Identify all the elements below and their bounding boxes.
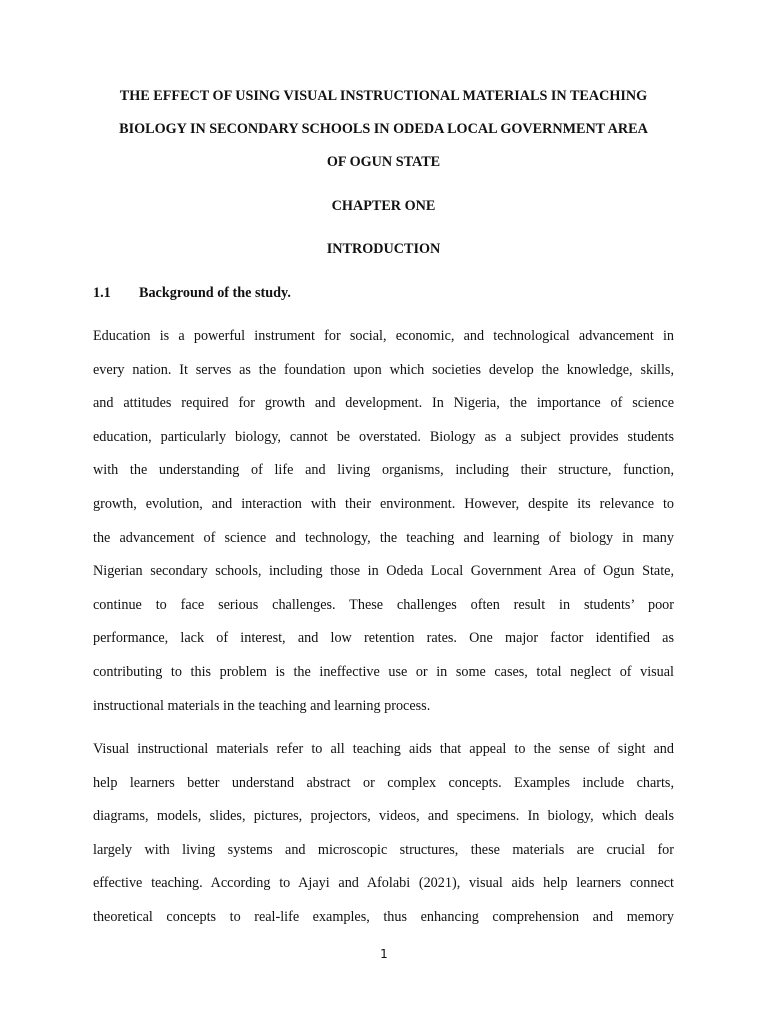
chapter-title: INTRODUCTION (326, 241, 441, 257)
paragraph-1-line: performance, lack of interest, and low retention rates. One major factor identified as (93, 630, 674, 647)
paragraph-2-line: help learners better understand abstract or complex concepts. Examples include charts, (93, 774, 674, 791)
chapter-heading: CHAPTER ONE (331, 198, 436, 214)
paragraph-1-line: every nation. It serves as the foundation upon which societies develop the knowledge, skills, (93, 361, 674, 378)
section-heading (93, 284, 291, 302)
paragraph-1-line: education, particularly biology, cannot be overstated. Biology as a subject provides students (93, 428, 674, 445)
page-number: 1 (380, 947, 388, 961)
paragraph-1-line: the advancement of science and technology, the teaching and learning of biology in many (93, 529, 674, 546)
paragraph-2-line: largely with living systems and microscopic structures, these materials are crucial for (93, 841, 674, 858)
paragraph-1-line: and attitudes required for growth and development. In Nigeria, the importance of science (93, 395, 674, 412)
paragraph-1-line: with the understanding of life and living organisms, including their structure, function, (93, 462, 674, 479)
paragraph-1-line: Nigerian secondary schools, including those in Odeda Local Government Area of Ogun State, (93, 563, 674, 580)
paragraph-2-line: Visual instructional materials refer to all teaching aids that appeal to the sense of sight and (93, 741, 674, 757)
document-title-line-2: BIOLOGY IN SECONDARY SCHOOLS IN ODEDA LOCAL GOVERNMENT AREA (119, 121, 648, 137)
paragraph-1-line: Education is a powerful instrument for social, economic, and technological advancement in (93, 328, 674, 344)
paragraph-2-line: effective teaching. According to Ajayi and Afolabi (2021), visual aids help learners connect (93, 875, 674, 892)
paragraph-1-line: growth, evolution, and interaction with their environment. However, despite its relevance to (93, 495, 674, 512)
document-title-line-3: OF OGUN STATE (326, 154, 441, 170)
paragraph-2 (93, 740, 674, 942)
paragraph-1-line: instructional materials in the teaching and learning process. (93, 697, 431, 714)
document-title-line-1: THE EFFECT OF USING VISUAL INSTRUCTIONAL MATERIALS IN TEACHING (119, 88, 648, 104)
paragraph-2-line: theoretical concepts to real-life examples, thus enhancing comprehension and memory (93, 908, 674, 925)
paragraph-1-line: continue to face serious challenges. These challenges often result in students’ poor (93, 596, 674, 613)
section-number: 1.1 (93, 285, 111, 301)
section-title: Background of the study. (139, 285, 291, 301)
paragraph-1-line: contributing to this problem is the ineffective use or in some cases, total neglect of visual (93, 663, 674, 680)
paragraph-2-line: diagrams, models, slides, pictures, projectors, videos, and specimens. In biology, which deals (93, 808, 674, 825)
paragraph-1 (93, 327, 674, 730)
